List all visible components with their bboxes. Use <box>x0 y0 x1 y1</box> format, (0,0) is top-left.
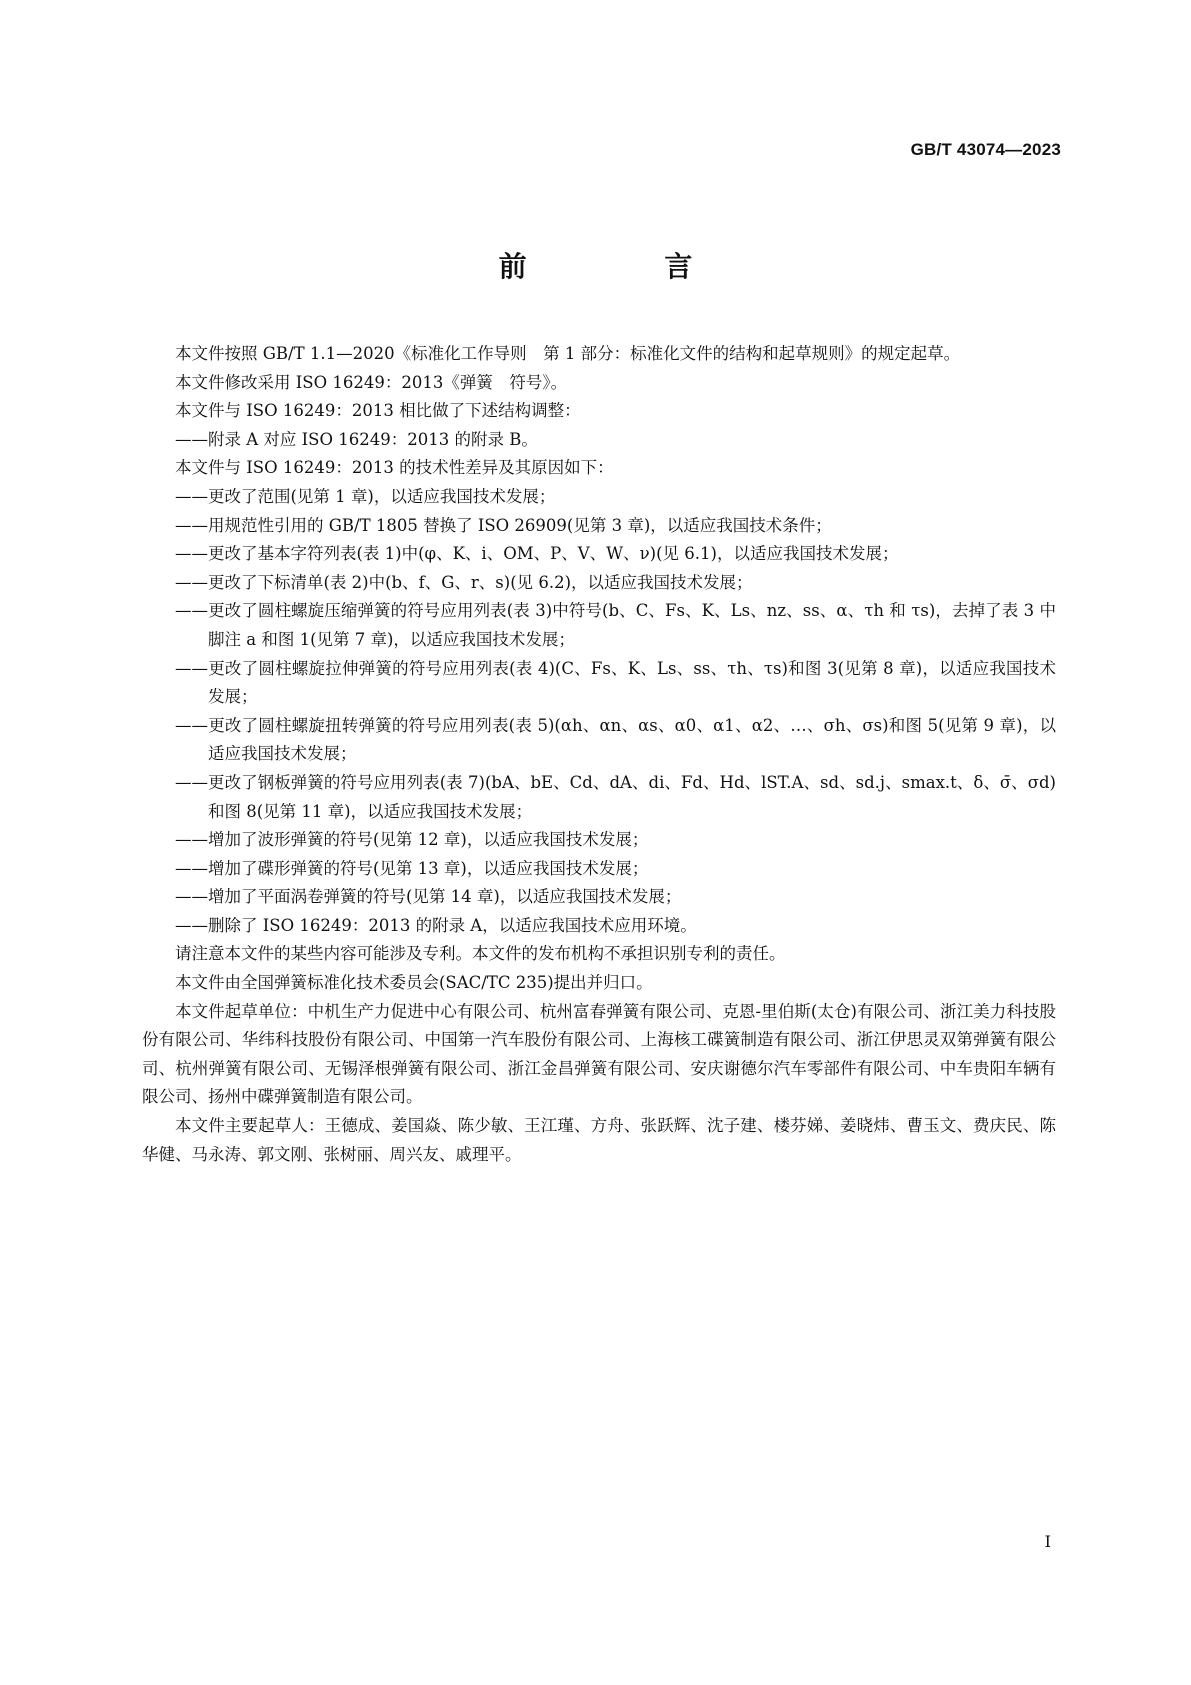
list-item: ——更改了下标清单(表 2)中(b、f、G、r、s)(见 6.2)，以适应我国技术发展； <box>175 572 753 592</box>
list-item: ——更改了圆柱螺旋拉伸弹簧的符号应用列表(表 4)(C、Fs、K、Ls、ss、τh、τs)和图 3(见第 8 章)，以适应我国技术发展； <box>175 658 1056 707</box>
page-number: I <box>1044 1532 1051 1551</box>
paragraph: 本文件与 ISO 16249：2013 相比做了下述结构调整： <box>175 401 581 421</box>
paragraph: 本文件与 ISO 16249：2013 的技术性差异及其原因如下： <box>175 458 614 478</box>
list-item: ——附录 A 对应 ISO 16249：2013 的附录 B。 <box>175 429 538 449</box>
document-code: GB/T 43074—2023 <box>910 140 1061 159</box>
foreword-body <box>142 340 1056 1169</box>
list-item: ——增加了波形弹簧的符号(见第 12 章)，以适应我国技术发展； <box>175 830 649 850</box>
paragraph: 本文件由全国弹簧标准化技术委员会(SAC/TC 235)提出并归口。 <box>175 973 653 993</box>
paragraph: 本文件起草单位：中机生产力促进中心有限公司、杭州富春弹簧有限公司、克恩-里伯斯(太仓)有限公司、浙江美力科技股份有限公司、华纬科技股份有限公司、中国第一汽车股份有限公司、上海核工碟簧制造有限公司、浙江伊思灵双第弹簧有限公司、杭州弹簧有限公司、无锡泽根弹簧有限公司、浙江金昌弹簧有限公司、安庆谢德尔汽车零部件有限公司、中车贵阳车辆有限公司、扬州中碟弹簧制造有限公司。 <box>142 1001 1056 1107</box>
list-item: ——用规范性引用的 GB/T 1805 替换了 ISO 26909(见第 3 章)，以适应我国技术条件； <box>175 515 832 535</box>
paragraph: 请注意本文件的某些内容可能涉及专利。本文件的发布机构不承担识别专利的责任。 <box>175 944 786 964</box>
list-item: ——更改了范围(见第 1 章)，以适应我国技术发展； <box>175 486 556 506</box>
paragraph: 本文件主要起草人：王德成、姜国焱、陈少敏、王江瑾、方舟、张跃辉、沈子建、楼芬娣、姜晓炜、曹玉文、费庆民、陈华健、马永涛、郭文刚、张树丽、周兴友、戚理平。 <box>142 1116 1056 1164</box>
paragraph: 本文件修改采用 ISO 16249：2013《弹簧 符号》。 <box>175 372 568 392</box>
list-item: ——更改了圆柱螺旋压缩弹簧的符号应用列表(表 3)中符号(b、C、Fs、K、Ls、nz、ss、α、τh 和 τs)，去掉了表 3 中脚注 a 和图 1(见第 7 章)，以适应我国技术发展； <box>175 601 1056 649</box>
page-title: 前 言 <box>498 250 757 283</box>
list-item: ——更改了圆柱螺旋扭转弹簧的符号应用列表(表 5)(αh、αn、αs、α0、α1、α2、…、σh、σs)和图 5(见第 9 章)，以适应我国技术发展； <box>175 715 1056 764</box>
list-item: ——删除了 ISO 16249：2013 的附录 A，以适应我国技术应用环境。 <box>175 915 697 935</box>
paragraph: 本文件按照 GB/T 1.1—2020《标准化工作导则 第 1 部分：标准化文件的结构和起草规则》的规定起草。 <box>175 344 961 363</box>
list-item: ——增加了碟形弹簧的符号(见第 13 章)，以适应我国技术发展； <box>175 858 649 878</box>
list-item: ——增加了平面涡卷弹簧的符号(见第 14 章)，以适应我国技术发展； <box>175 887 682 907</box>
list-item: ——更改了基本字符列表(表 1)中(φ、K、i、OM、P、V、W、ν)(见 6.1)，以适应我国技术发展； <box>175 544 899 564</box>
list-item: ——更改了钢板弹簧的符号应用列表(表 7)(bA、bE、Cd、dA、di、Fd、Hd、lST.A、sd、sd.j、smax.t、δ、σ̄、σd)和图 8(见第 11 章)，以适应我国技术发展； <box>175 772 1056 821</box>
